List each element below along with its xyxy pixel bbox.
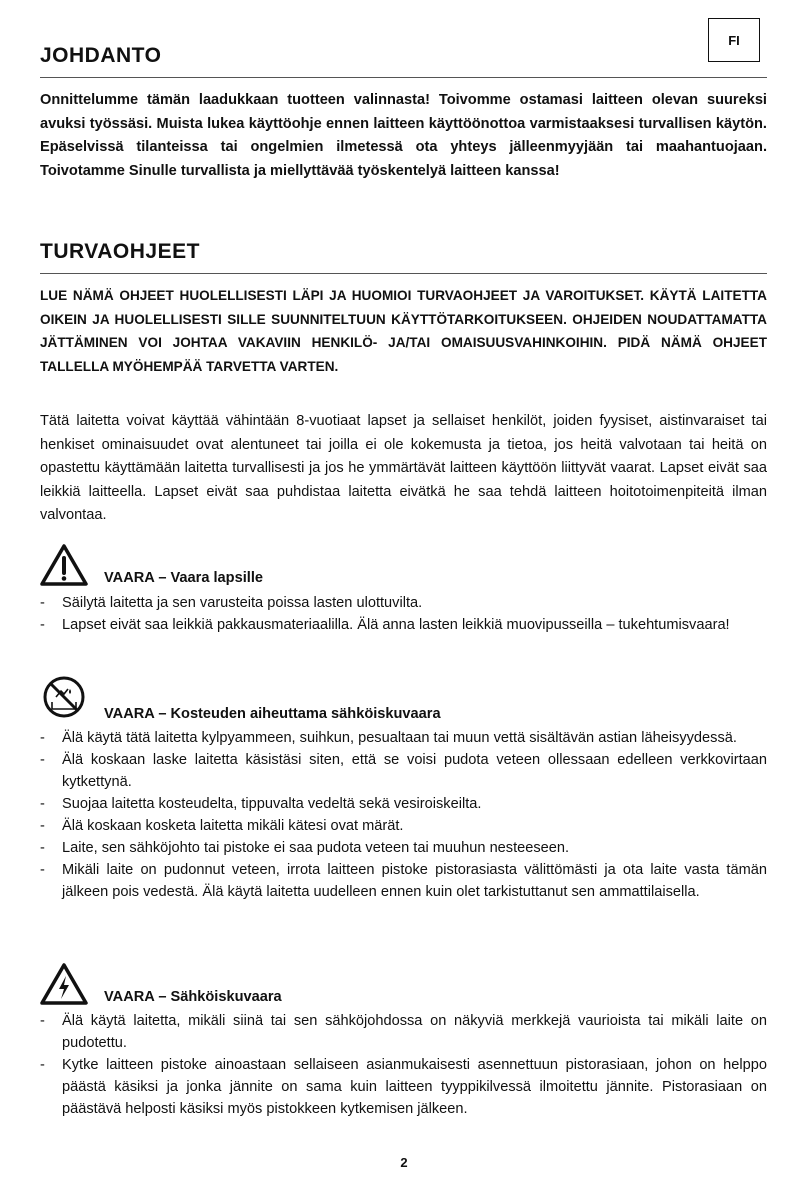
warning-title-children: VAARA – Vaara lapsille xyxy=(104,570,263,586)
safety-heading: TURVAOHJEET xyxy=(40,240,200,263)
list-item: - Mikäli laite on pudonnut veteen, irrota laitteen pistoke pistorasiasta välittömästi ja ota laite vasta tämän jälkeen pois vedestä. Älä käytä laitetta uudelleen ennen kuin olet tarkistuttanut sen ammattilaisella. xyxy=(40,859,767,903)
list-item: - Lapset eivät saa leikkiä pakkausmateriaalilla. Älä anna lasten leikkiä muovipusseilla – tukehtumisvaara! xyxy=(40,614,767,636)
list-item: - Säilytä laitetta ja sen varusteita poissa lasten ulottuvilta. xyxy=(40,592,767,614)
list-item: - Suojaa laitetta kosteudelta, tippuvalta vedeltä sekä vesiroiskeilta. xyxy=(40,793,767,815)
no-water-icon xyxy=(40,675,88,719)
safety-divider xyxy=(40,273,767,274)
warning-title-moisture: VAARA – Kosteuden aiheuttama sähköiskuvaara xyxy=(104,706,441,722)
list-item: - Älä käytä laitetta, mikäli siinä tai sen sähköjohdossa on näkyviä merkkejä vaurioista tai mikäli laite on pudotettu. xyxy=(40,1010,767,1054)
safety-caps-text: LUE NÄMÄ OHJEET HUOLELLISESTI LÄPI JA HUOMIOI TURVAOHJEET JA VAROITUKSET. KÄYTÄ LAITETTA OIKEIN JA HUOLELLISESTI SILLE SUUNNITELTUUN KÄYTTÖTARKOITUKSEEN. OHJEIDEN NOUDATTAMATTA JÄTTÄMINEN VOI JOHTAA VAKAVIIN HENKILÖ- JA/TAI OMAISUUSVAHINKOIHIN. PIDÄ NÄMÄ OHJEET TALLELLA MYÖHEMPÄÄ TARVETTA VARTEN. xyxy=(40,288,767,374)
list-item: - Älä koskaan laske laitetta käsistäsi siten, että se voisi pudota veteen ollessaan edelleen verkkovirtaan kytkettynä. xyxy=(40,749,767,793)
warning-title-electric: VAARA – Sähköiskuvaara xyxy=(104,989,282,1005)
safety-body-text: Tätä laitetta voivat käyttää vähintään 8-vuotiaat lapset ja sellaiset henkilöt, joiden fyysiset, aistinvaraiset tai henkiset ominaisuudet ovat alentuneet tai joilla ei ole kokemusta ja tietoa, jos heitä valvotaan tai heitä on opastettu käyttämään laitetta turvallisesti ja jos he ymmärtävät laitteen käyttöön liittyvät vaarat. Lapset eivät saa leikkiä laitteella. Lapset eivät saa puhdistaa laitetta eivätkä he saa tehdä laitteen hoitotoimenpiteitä ilman valvontaa. xyxy=(40,413,767,523)
warning-list-moisture xyxy=(40,727,767,903)
warning-triangle-icon xyxy=(40,543,88,587)
list-item: - Laite, sen sähköjohto tai pistoke ei saa pudota veteen tai muuhun nesteeseen. xyxy=(40,837,767,859)
list-item: - Älä koskaan kosketa laitetta mikäli kätesi ovat märät. xyxy=(40,815,767,837)
page-number: 2 xyxy=(400,1155,408,1170)
warning-list-electric xyxy=(40,1010,767,1120)
intro-heading: JOHDANTO xyxy=(40,44,162,67)
warning-list-children xyxy=(40,592,767,636)
intro-divider xyxy=(40,77,767,78)
language-code: FI xyxy=(728,32,740,48)
list-item: - Kytke laitteen pistoke ainoastaan sellaiseen asianmukaisesti asennettuun pistorasiaan, johon on helppo päästä käsiksi ja jonka jännite on sama kuin laitteen tyyppikilvessä ilmoitettu jännite. Pistorasiaan on päästävä helposti käsiksi myös pistokkeen kytkemisen jälkeen. xyxy=(40,1054,767,1120)
intro-text: Onnittelumme tämän laadukkaan tuotteen valinnasta! Toivomme ostamasi laitteen olevan suureksi avuksi työssäsi. Muista lukea käyttöohje ennen laitteen käyttöönottoa varmistaaksesi turvallisen käytön. Epäselvissä tilanteissa tai ongelmien ilmetessä ota yhteys jälleenmyyjään tai maahantuojaan. Toivotamme Sinulle turvallista ja miellyttävää työskentelyä laitteen kanssa! xyxy=(40,92,767,179)
electric-hazard-icon xyxy=(40,962,88,1006)
language-code-box xyxy=(708,18,760,62)
list-item: - Älä käytä tätä laitetta kylpyammeen, suihkun, pesualtaan tai muun vettä sisältävän astian läheisyydessä. xyxy=(40,727,767,749)
